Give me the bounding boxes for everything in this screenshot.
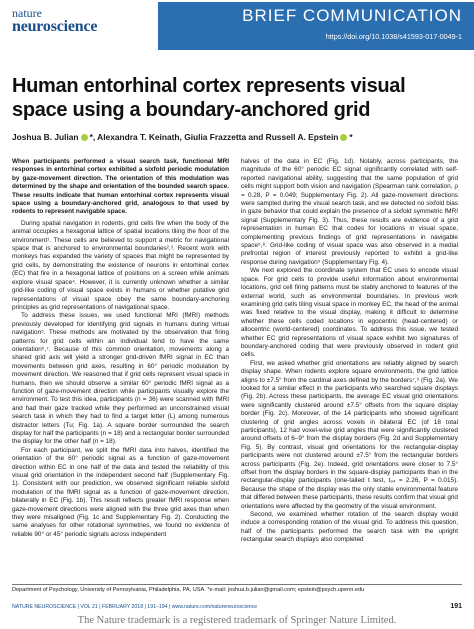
trademark-watermark: The Nature trademark is a registered trademark of Springer Nature Limited. [77, 615, 397, 626]
left-column [12, 158, 229, 539]
author-suffix: *, [89, 132, 98, 142]
article-type-banner [158, 2, 474, 50]
abstract-paragraph: When participants performed a visual search task, functional MRI responses in entorhinal cortex exhibited a sixfold periodic modulation by gaze-movement direction. The orientation of this modulation was determined by the shape and orientation of the bounded search space. These results indicate that human entorhinal cortex represents visual space using a boundary-anchored grid, analogous to that used by rodents to represent navigable space. [12, 158, 229, 216]
doi-link[interactable]: https://doi.org/10.1038/s41593-017-0049-1 [325, 32, 462, 41]
footer-divider [12, 584, 462, 585]
author-name: Alexandra T. Keinath, Giulia Frazzetta and Russell A. Epstein [97, 132, 339, 142]
body-paragraph: We next explored the coordinate system that EC uses to encode visual space. For grid cells to provide useful information about environmental locations, grid cell firing patterns must be stably anchored to features of the external world, such as environmental boundaries. In previous work examining grid cells tiling visual space in monkey EC, the head of the animal was fixed relative to the visual display, making it difficult to determine whether these cells coded locations in egocentric (head-centered) or allocentric (world-centered) coordinates. To address this issue, we tested whether EC grid representations of visual space exhibit two signatures of boundary-anchored coding that were previously observed in rodent grid cells. [241, 267, 458, 359]
journal-logo[interactable] [12, 6, 97, 34]
article-type: BRIEF COMMUNICATION [242, 6, 462, 25]
orcid-icon[interactable] [81, 134, 88, 141]
article-title: Human entorhinal cortex represents visual space using a boundary-anchored grid [12, 75, 406, 121]
right-column [241, 158, 458, 545]
body-paragraph: First, we asked whether grid orientations are reliably aligned by search display shape. When rodents explore square environments, the grid lattice aligns to ±7.5° from the cardinal axes defined by the borders⁷,⁹ (Fig. 2a). We looked for a similar effect in the participants who searched square displays (Fig. 2b). Across these participants, the average EC visual grid orientations were significantly clustered around ±7.5° offsets from the square display border (Fig. 2c). Moreover, of the 14 participants who showed significant clustering of grid angles across voxels in bilateral EC (of 18 total participants), 12 had voxel-wise grid angles that were significantly clustered around offsets of 6–9° from the display borders (Fig. 2d and Supplementary Fig. 5). By contrast, visual grid orientations for the rectangular-display participants were not clustered around ±7.5° from the rectangular borders across participants (Fig. 2e). Indeed, grid orientations were closer to 7.5° offset from the display borders in the square-display participants than in the rectangular-display participants (one-tailed t test, t₃₄ = 2.26, P = 0.015). Because the shape of the display was the only stable environmental feature that differed between these participants, these results confirm that visual grid orientations were affected by the geometry of the visual environment. [241, 359, 458, 510]
body-paragraph: For each participant, we split the fMRI data into halves, identified the orientation of the 60° periodic signal as a function of gaze-movement direction within EC in one half of the data and tested the reliability of this visual grid orientation in the independent second half (Supplementary Fig. 1). Consistent with our prediction, we observed significant reliable sixfold modulation of the fMRI signal as a function of gaze-movement direction, bilaterally in EC (Fig. 1b). This result reflects greater fMRI response when gaze-movement directions were aligned with the three grid axes than when they were misaligned (Fig. 1c and Supplementary Fig. 2). Conducting the same analyses for other rotational symmetries, we found no evidence of reliable 90° or 45° periodic signals across independent [12, 446, 229, 538]
logo-line-1: nature [12, 6, 42, 20]
page-number: 191 [450, 603, 462, 610]
author-suffix: * [349, 132, 353, 142]
affiliation-note: Department of Psychology, University of Pennsylvania, Philadelphia, PA, USA. *e-mail: joshua.b.julian@gmail.com; epstein@psych.upenn.edu [12, 587, 365, 593]
body-paragraph: To address these issues, we used functional MRI (fMRI) methods previously developed for identifying grid signals in humans during virtual navigation⁵. These methods are motivated by the observation that firing patterns for grid cells within an individual tend to have the same orientation⁶,⁷. Because of this common orientation, movements along a shared grid axis will yield a stronger grid-driven fMRI signal in EC than movements between grid axes, resulting in 60° periodic modulation by movement direction. We reasoned that if grid cells represent visual space in humans, then we should observe a similar 60° periodic fMRI signal as a function of gaze-movement direction while participants visually explore the environment. To test this idea, participants (n = 36) were scanned with fMRI and had their gaze tracked while they performed an unconstrained visual search task in which they had to find a target letter (L) among numerous distractor letters (Tu; Fig. 1a). A square border surrounded the search display for half the participants (n = 18) and a rectangular border surrounded the display for the other half (n = 18). [12, 312, 229, 446]
orcid-icon[interactable] [340, 134, 347, 141]
journal-footer[interactable]: NATURE NEUROSCIENCE | VOL 21 | FEBRUARY 2018 | 191–194 | www.nature.com/natureneuroscience [12, 604, 258, 610]
author-list [12, 132, 462, 142]
journal-header [0, 0, 474, 52]
author-name: Joshua B. Julian [12, 132, 79, 142]
body-paragraph: halves of the data in EC (Fig. 1d). Notably, across participants, the magnitude of the 60° periodic EC signal significantly correlated with self-reported navigational ability, suggesting that the same population of grid cells might support both vision and navigation (Spearman rank correlation, ρ = 0.28, P = 0.049; Supplementary Fig. 2). All gaze-movement directions were sampled during the visual search task, and we detected no sixfold bias in gaze behavior that could explain the presence of a sixfold symmetric fMRI signal (Supplementary Fig. 3). Thus, these results are evidence of a grid representation in human EC that codes for locations in visual space, complementing previous findings of grid representations in navigable space⁵,⁸. Grid-like coding of visual space was also observed in a medial prefrontal region of interest previously reported to exhibit a grid-like response during navigation⁵ (Supplementary Fig. 4). [241, 158, 458, 266]
body-paragraph: Second, we examined whether rotation of the search display would induce a corresponding rotation of the visual grid. To address this question, half of the participants performed the search task with the upright rectangular search displays also completed [241, 511, 458, 544]
body-paragraph: During spatial navigation in rodents, grid cells fire when the body of the animal occupies a hexagonal lattice of spatial locations tiling the floor of the environment¹. These cells are believed to support a metric for navigational space that is anchored to environmental boundaries²,³. Recent work with monkeys has expanded the variety of spaces that might be represented by grid cells, by demonstrating the existence of neurons in entorhinal cortex (EC) that fire in a hexagonal lattice of positions on a screen while animals explore visual space⁴. However, it is currently unknown whether a similar grid-like coding of visual space exists in humans or whether putative grid representations of visual space obey the same boundary-anchoring principles as grid representations of navigational space. [12, 219, 229, 311]
logo-line-2: neuroscience [12, 18, 98, 35]
